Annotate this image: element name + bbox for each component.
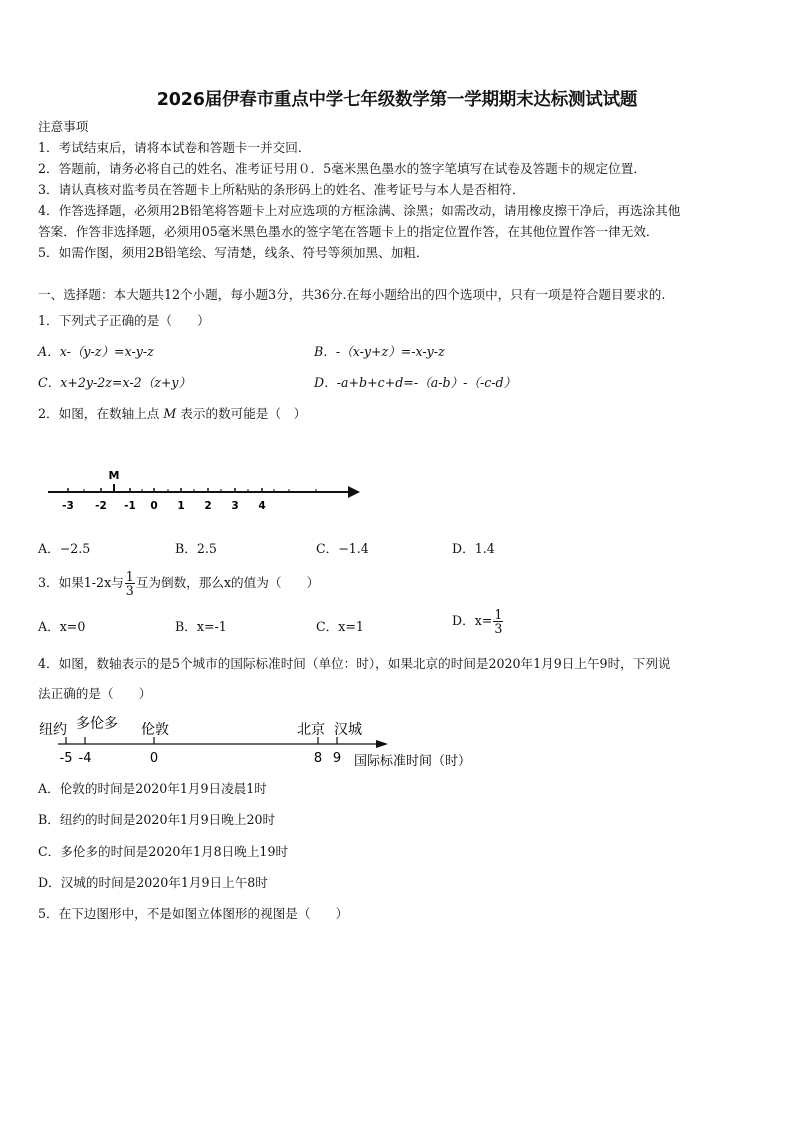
q3-stem [38, 568, 319, 598]
q3-option-b: B．x=-1 [175, 619, 227, 634]
q4-city-label: 多伦多 [76, 716, 118, 732]
q4-city-value: -4 [78, 751, 92, 766]
q4-option-a: A．伦敦的时间是2020年1月9日凌晨1时 [38, 781, 267, 796]
notice-item-2: 2．答题前，请务必将自己的姓名、准考证号用０．5毫米黑色墨水的签字笔填写在试卷及答题卡的规定位置． [38, 161, 646, 176]
q2-option-c: C．−1.4 [316, 541, 369, 556]
q2-tick-label: 3 [231, 500, 239, 512]
q2-point-label: M [108, 469, 120, 482]
notice-heading: 注意事项 [38, 119, 89, 134]
q2-tick-label: -3 [62, 500, 74, 512]
q2-stem-post: 表示的数可能是（ ） [180, 406, 307, 421]
q2-option-d: D．1.4 [452, 541, 495, 556]
q4-option-d: D．汉城的时间是2020年1月9日上午8时 [38, 875, 268, 890]
q2-tick-label: -1 [124, 500, 136, 512]
notice-item-3: 3．请认真核对监考员在答题卡上所粘贴的条形码上的姓名、准考证号与本人是否相符． [38, 182, 525, 197]
q2-tick-label: 0 [150, 500, 158, 512]
q1-option-a: A．x-（y-z）=x-y-z [38, 344, 154, 359]
q1-option-c: C．x+2y-2z=x-2（z+y） [38, 375, 192, 390]
notice-item-5: 5．如需作图，须用2B铅笔绘、写清楚，线条、符号等须加黑、加粗． [38, 245, 429, 260]
q1-stem: 1．下列式子正确的是（ ） [38, 313, 210, 328]
q2-tick-label: 1 [177, 500, 185, 512]
q2-option-a: A．−2.5 [38, 541, 91, 556]
q5-stem: 5．在下边图形中，不是如图立体图形的视图是（ ） [38, 906, 349, 921]
q3-option-a: A．x=0 [38, 619, 86, 634]
q4-option-c: C．多伦多的时间是2020年1月8日晚上19时 [38, 844, 289, 859]
q1-option-d: D．-a+b+c+d=-（a-b）-（-c-d） [314, 375, 517, 390]
q4-city-label: 伦敦 [141, 722, 169, 738]
notice-item-4-cont: 答案．作答非选择题，必须用05毫米黑色墨水的签字笔在答题卡上的指定位置作答，在其他位置作答一律无效． [38, 224, 659, 239]
q3-stem-post: 互为倒数，那么x的值为（ ） [135, 575, 320, 590]
q3-stem-pre: 3．如果1-2x与 [38, 575, 124, 590]
notice-item-1: 1．考试结束后，请将本试卷和答题卡一并交回． [38, 140, 311, 155]
q3-option-c: C．x=1 [316, 619, 364, 634]
q4-time-axis [36, 712, 496, 774]
q2-tick-label: 4 [258, 500, 266, 512]
notice-item-4: 4．作答选择题，必须用2B铅笔将答题卡上对应选项的方框涂满、涂黑；如需改动，请用橡皮擦干净后，再选涂其他 [38, 203, 681, 218]
q4-stem-line2: 法正确的是（ ） [38, 686, 152, 701]
q2-option-b: B．2.5 [175, 541, 217, 556]
q1-option-b: B．-（x-y+z）=-x-y-z [314, 344, 445, 359]
q4-axis-title: 国际标准时间（时） [354, 754, 472, 769]
q2-tick-label: 2 [204, 500, 212, 512]
q3-fraction: $\frac{1}{3}$ [125, 569, 134, 598]
q4-city-value: -5 [59, 751, 73, 766]
q3-option-d: D．x= $\frac{1}{3}$ [452, 607, 503, 636]
q2-tick-label: -2 [95, 500, 107, 512]
q4-option-b: B．纽约的时间是2020年1月9日晚上20时 [38, 812, 276, 827]
page-title: 2026届伊春市重点中学七年级数学第一学期期末达标测试试题 [156, 90, 638, 110]
q2-stem-pre: 2．如图，在数轴上点 [38, 406, 160, 421]
q2-stem-var: M [163, 406, 177, 421]
q4-city-label: 北京 [297, 722, 325, 738]
q2-stem [38, 405, 306, 423]
q4-city-value: 8 [313, 751, 323, 766]
q4-city-value: 0 [149, 751, 159, 766]
q4-city-value: 9 [332, 751, 342, 766]
q4-city-label: 纽约 [39, 722, 67, 738]
q4-stem-line1: 4．如图，数轴表示的是5个城市的国际标准时间（单位：时），如果北京的时间是2020年1月9日上午9时，下列说 [38, 656, 671, 671]
section-heading: 一、选择题：本大题共12个小题，每小题3分，共36分.在每小题给出的四个选项中，只有一项是符合题目要求的. [38, 287, 666, 302]
q2-number-line [44, 462, 374, 518]
q4-city-label: 汉城 [334, 722, 362, 738]
